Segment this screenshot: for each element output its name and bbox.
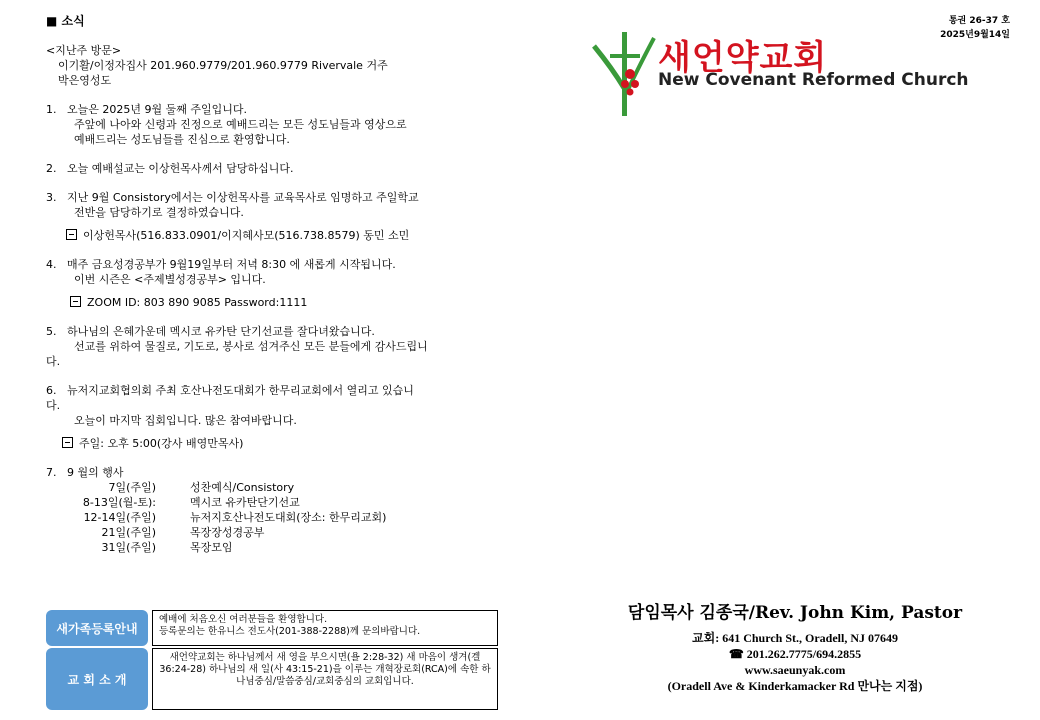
event-date: 21일(주일) (101, 526, 156, 539)
events-list (46, 480, 486, 555)
item-text: 주앞에 나아와 신령과 진정으로 예배드리는 모든 성도님들과 영상으로 (74, 118, 407, 131)
event-desc: 목장장성경공부 (190, 526, 265, 539)
intro-text: 새언약교회는 하나님께서 새 영을 부으시면(욜 2:28-32) 새 마음이 생겨(겔 36:24-28) 하나님의 새 일(사 43:15-21)을 이루는 개혁장로회(RCA)에 속한 하나님중심/말씀중심/교회중심의 교회입니다. (152, 648, 498, 710)
item-text: 매주 금요성경공부가 9월19일부터 저녁 8:30 에 새롭게 시작됩니다. (67, 258, 396, 271)
note-4 (46, 295, 486, 310)
event-date: 31일(주일) (101, 541, 156, 554)
visitor-heading: <지난주 방문> (46, 44, 122, 57)
note-text: 이상헌목사(516.833.0901/이지혜사모(516.738.8579) 동민 소민 (83, 229, 410, 242)
event-date: 12-14일(주일) (83, 511, 156, 524)
intro-box (46, 648, 498, 710)
item-text: 오늘이 마지막 집회입니다. 많은 참여바랍니다. (74, 414, 297, 427)
news-list (46, 102, 486, 555)
item-number: 3. (46, 191, 57, 204)
issue-volume: 통권 26-37 호 (948, 16, 1010, 26)
church-logo (592, 28, 992, 122)
checkbox-icon (62, 437, 73, 448)
item-number: 6. (46, 384, 57, 397)
item-text: 다. (46, 399, 61, 412)
section-title: ■ 소식 (46, 14, 85, 28)
news-item-5 (46, 324, 486, 369)
item-text: 9 월의 행사 (67, 466, 124, 479)
news-item-2 (46, 161, 486, 176)
item-number: 2. (46, 162, 57, 175)
issue-date: 2025년9월14일 (940, 30, 1010, 40)
pastor-name: 담임목사 김종국/Rev. John Kim, Pastor (627, 603, 963, 623)
intro-label: 교 회 소 개 (46, 648, 148, 710)
event-desc: 멕시코 유카탄단기선교 (190, 496, 300, 509)
visitor-line: 박은영성도 (58, 74, 112, 87)
directions: (Oradell Ave & Kinderkamacker Rd 만나는 지점) (667, 679, 923, 693)
item-number: 1. (46, 103, 57, 116)
event-date: 7일(주일) (108, 481, 156, 494)
item-text: 이번 시즌은 <주제별성경공부> 입니다. (74, 273, 266, 286)
event-desc: 성찬예식/Consistory (190, 481, 295, 494)
event-row (46, 540, 486, 555)
news-item-4 (46, 257, 486, 287)
logo-korean: 새언약교회 (658, 38, 828, 78)
news-item-1 (46, 102, 486, 147)
phone: ☎ 201.262.7775/694.2855 (728, 647, 862, 661)
address: 교회: 641 Church St., Oradell, NJ 07649 (692, 631, 898, 645)
item-text: 오늘 예배설교는 이상헌목사께서 담당하십니다. (67, 162, 294, 175)
item-text: 다. (46, 355, 61, 368)
news-item-3 (46, 190, 486, 220)
item-text: 전반을 담당하기로 결정하였습니다. (74, 206, 244, 219)
item-text: 하나님의 은혜가운데 멕시코 유카탄 단기선교를 잘다녀왔습니다. (67, 325, 375, 338)
note-3 (46, 228, 486, 243)
note-text: 주일: 오후 5:00(강사 배영만목사) (79, 437, 244, 450)
event-row (46, 525, 486, 540)
visitor-section (46, 43, 486, 88)
newcomer-text (152, 610, 498, 646)
event-row (46, 495, 486, 510)
news-item-7 (46, 465, 486, 480)
newcomer-line: 등록문의는 한유니스 전도사(201-388-2288)께 문의바랍니다. (159, 626, 421, 637)
item-text: 지난 9월 Consistory에서는 이상헌목사를 교육목사로 임명하고 주일학교 (67, 191, 419, 204)
newcomer-label: 새가족등록안내 (46, 610, 148, 646)
visitor-line: 이기활/이정자집사 201.960.9779/201.960.9779 Rivervale 거주 (58, 59, 388, 72)
item-text: 뉴저지교회협의회 주최 호산나전도대회가 한무리교회에서 열리고 있습니 (67, 384, 414, 397)
item-number: 5. (46, 325, 57, 338)
note-6 (46, 436, 486, 451)
checkbox-icon (70, 296, 81, 307)
website-link[interactable]: www.saeunyak.com (744, 663, 846, 677)
item-number: 4. (46, 258, 57, 271)
news-item-6 (46, 383, 486, 428)
event-row (46, 510, 486, 525)
newcomer-line: 예배에 처음오신 여러분들을 환영합니다. (159, 614, 328, 625)
event-desc: 뉴저지호산나전도대회(장소: 한무리교회) (190, 511, 387, 524)
event-desc: 목장모임 (190, 541, 233, 554)
event-row (46, 480, 486, 495)
note-text: ZOOM ID: 803 890 9085 Password:1111 (87, 296, 308, 309)
item-text: 오늘은 2025년 9월 둘째 주일입니다. (67, 103, 247, 116)
checkbox-icon (66, 229, 77, 240)
event-date: 8-13일(월-토): (82, 496, 156, 509)
newcomer-box (46, 610, 498, 646)
item-number: 7. (46, 466, 57, 479)
item-text: 예배드리는 성도님들를 진심으로 환영합니다. (74, 133, 290, 146)
logo-english: New Covenant Reformed Church (658, 70, 969, 90)
contact-info (600, 630, 990, 694)
cross-vine-icon (592, 28, 656, 122)
item-text: 선교를 위하여 물질로, 기도로, 봉사로 섬겨주신 모든 분들에게 감사드립니 (74, 340, 428, 353)
news-column (46, 14, 486, 555)
